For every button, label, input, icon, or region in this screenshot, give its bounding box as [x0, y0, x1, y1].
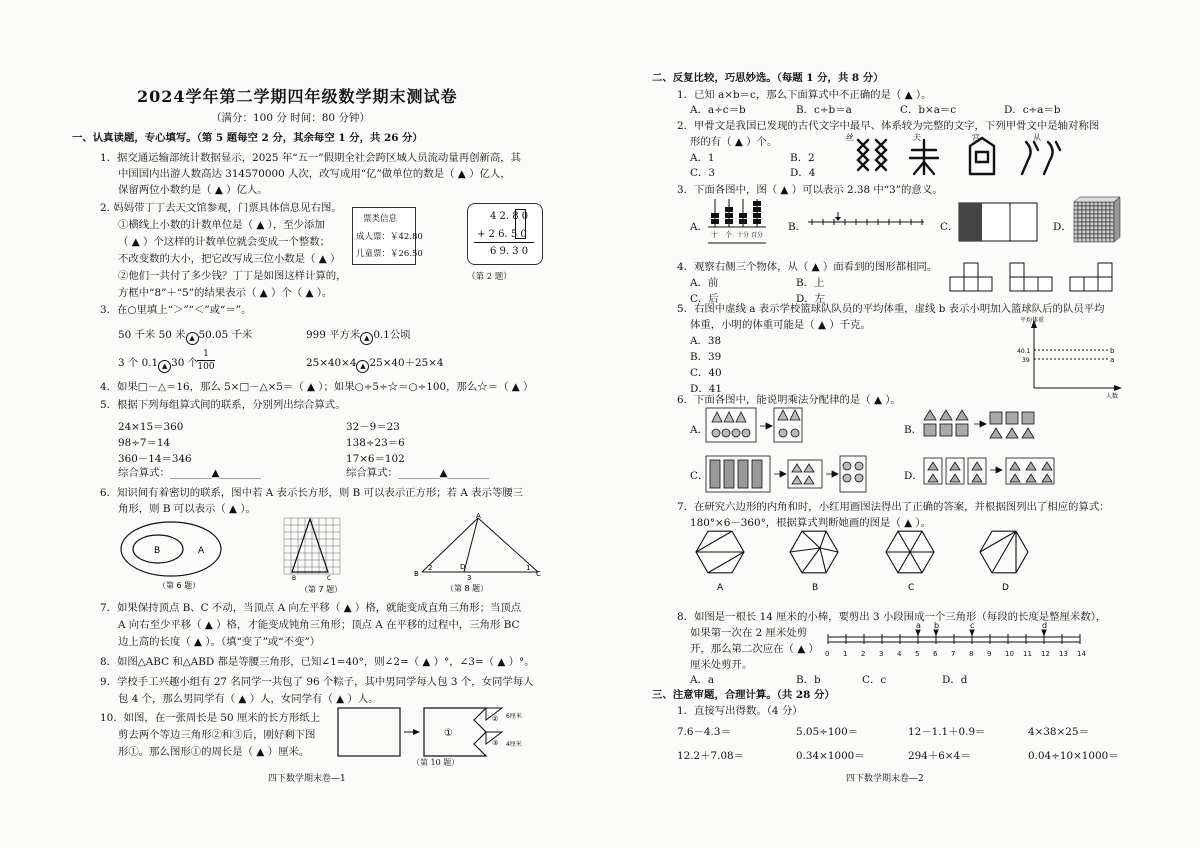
calc-item: 7.6－4.3＝: [677, 726, 731, 738]
figure-8-caption: （第 8 题）: [446, 584, 489, 593]
exam-title: 2024学年第二学期四年级数学期末测试卷: [137, 87, 458, 106]
calc-item: 12.2＋7.08＝: [677, 750, 745, 762]
p2-q2-opt-d: D．4: [790, 167, 816, 179]
q2-line-6: 方框中“8”＋“5”的结果表示（ ▲ ）个（ ▲ ）。: [118, 287, 333, 299]
svg-text:百分: 百分: [751, 232, 764, 239]
p2-q1-opt-c: C．b×a＝c: [900, 104, 957, 116]
p2-q8-line-1: 8．如图是一根长 14 厘米的小棒，要剪出 3 小段围成一个三角形（每段的长度是整厘米数），: [677, 611, 1107, 623]
ruler-tick-label: 3: [879, 650, 884, 658]
ruler-tick-label: 1: [843, 650, 848, 658]
svg-text:平均体重: 平均体重: [1020, 317, 1045, 324]
p2-q6-prompt: 6．下面各图中，能说明乘法分配律的是（ ▲ ）。: [677, 394, 901, 406]
q5-right-2: 138÷23＝6: [346, 437, 405, 449]
ruler-tick-label: 0: [825, 650, 830, 658]
p2-q4-opt-a: A．前: [690, 277, 719, 289]
ruler-tick-label: 9: [987, 650, 992, 658]
addend-1: 4 2. 8 0: [490, 211, 529, 222]
p2-q2-opt-a: A．1: [690, 152, 715, 164]
oracle-label-2: 夫: [913, 133, 921, 142]
p2-q1-opt-a: A．a÷c＝b: [690, 104, 746, 116]
svg-text:十: 十: [711, 231, 718, 239]
q2-figure-caption: （第 2 题）: [467, 272, 512, 282]
ticket-header: 票类信息: [363, 214, 398, 224]
q5-right-3: 17×6＝102: [346, 453, 405, 465]
ruler-mark-label: d: [1042, 621, 1048, 630]
p2-q7-line-2: 180°×6－360°，根据算式判断她画的图是（ ▲ ）。: [690, 517, 932, 529]
p2-q5-opt-a: A．38: [690, 335, 722, 347]
section-3-heading: 三、注意审题，合理计算。（共 28 分）: [652, 689, 835, 701]
ruler-tick-label: 11: [1023, 650, 1032, 658]
p2-q8-line-4: 厘米处剪开。: [690, 659, 753, 671]
section-1-heading: 一、认真读题，专心填写。（第 5 题每空 2 分，其余每空 1 分，共 26 分）: [72, 132, 423, 144]
p2-q4-opt-b: B．上: [796, 277, 825, 289]
cube-objects-figure: [948, 257, 1128, 297]
vertex-b: B: [292, 575, 297, 582]
sum-line: [474, 242, 534, 243]
p2-q6-opt-b: B．: [904, 424, 923, 436]
svg-text:b: b: [1110, 347, 1115, 355]
p2-q8-opt-c: C．c: [862, 674, 887, 686]
q10-line-2: 剪去两个等边三角形②和③后，刚好剩下图: [118, 729, 316, 741]
calc-item: 0.34×1000＝: [796, 750, 865, 762]
p2-q8-line-2: 如果第一次在 2 厘米处剪: [690, 627, 808, 639]
p2-q2-opt-b: B．2: [790, 152, 815, 164]
ruler-mark-label: b: [934, 621, 940, 630]
oracle-label-1: 丝: [846, 133, 854, 142]
p2-q3-opt-d: D．: [1053, 221, 1072, 233]
cube-grid-figure: [1070, 196, 1120, 244]
p2-q4-prompt: 4．观察右侧三个物体，从（ ▲ ）面看到的图形都相同。: [677, 261, 938, 273]
q1-line-3: 保留两位小数约是（ ▲ ）亿人。: [118, 184, 268, 196]
figure-7-grid-triangle: [282, 516, 362, 596]
point-d: D: [460, 563, 466, 571]
vertex-c: C: [327, 575, 332, 582]
q5-left-1: 24×15＝360: [118, 421, 184, 433]
svg-text:6厘米: 6厘米: [506, 713, 522, 720]
q3-prompt: 3．在○里填上“＞”“＜”或“＝”。: [100, 304, 252, 316]
q8-prompt: 8．如图△ABC 和△ABD 都是等腰三角形，已知∠1=40°，则∠2=（ ▲ ）°，∠3=（ ▲ ）°。: [100, 656, 535, 668]
q4-prompt: 4．如果□－△＝16，那么 5×□－△×5＝（ ▲ ）；如果○÷5÷☆＝○÷100，那么☆＝（ ▲ ）: [100, 381, 534, 393]
page-1-footer: 四下数学期末卷—1: [268, 774, 346, 784]
p2-q6-opt-d: D．: [904, 470, 923, 482]
svg-text:十分: 十分: [737, 232, 750, 239]
q5-right-1: 32－9＝23: [346, 421, 400, 433]
p2-q5-line-1: 5．右图中虚线 a 表示学校篮球队队员的平均体重，虚线 b 表示小明加入篮球队后的队员平均: [677, 303, 1105, 315]
figure-7-caption: （第 7 题）: [300, 585, 343, 594]
p2-q7-line-1: 7．在研究六边形的内角和时，小红用画图法得出了正确的答案，并根据图列出了相应的算式：: [677, 501, 1110, 513]
point-b: B: [414, 570, 419, 578]
svg-text:人数: 人数: [1106, 393, 1119, 400]
ruler-mark-label: a: [916, 621, 921, 630]
q3-item-4: 25×40×4 ▲ 25×40＋25×4: [306, 356, 444, 373]
ruler-tick-label: 14: [1077, 650, 1086, 658]
calc-item: 294＋6×4＝: [908, 750, 971, 762]
exam-page-2: [600, 0, 1200, 848]
p2-q2-line-1: 2．甲骨文是我国已发现的古代文字中最早、体系较为完整的文字，下列甲骨文中是轴对称图: [677, 120, 1100, 132]
hexagon-options-figure: [690, 528, 1070, 594]
oracle-label-3: 宫: [972, 133, 980, 142]
q7-line-1: 7．如果保持顶点 B、C 不动，当顶点 A 向左平移（ ▲ ）格，就能变成直角三角形；当顶点: [100, 602, 522, 614]
q6-option-a-c-figures: [706, 406, 866, 492]
p2-q4-opt-d: D．左: [796, 293, 826, 305]
svg-text:②: ②: [492, 715, 499, 723]
svg-text:①: ①: [444, 728, 453, 739]
q3-item-3: 3 个 0.1 ▲ 30 个: [118, 356, 198, 373]
p2-q3-opt-a: A．: [690, 221, 708, 233]
ruler-tick-label: 4: [897, 650, 902, 658]
q9-line-2: 包 4 个，那么男同学有（ ▲ ）人，女同学有（ ▲ ）人。: [118, 693, 379, 705]
q5-left-answer: 综合算式：________▲________: [118, 467, 262, 479]
q3-fraction: 1 100: [197, 349, 215, 372]
vertical-addition-box: [467, 203, 543, 265]
p2-q5-opt-d: D．41: [690, 383, 722, 395]
svg-text:2: 2: [428, 564, 433, 572]
adult-ticket-price: 成人票：￥42.80: [356, 232, 423, 242]
oracle-bone-glyphs: [852, 136, 1072, 178]
oracle-label-4: 从: [1033, 133, 1041, 142]
p2-q3-opt-b: B．: [788, 221, 807, 233]
p2-q5-opt-c: C．40: [690, 367, 722, 379]
ruler-tick-label: 5: [915, 650, 920, 658]
ruler-tick-label: 6: [933, 650, 938, 658]
point-a: A: [476, 512, 481, 520]
exam-subtitle: （满分：100 分 时间：80 分钟）: [211, 112, 370, 124]
shaded-bar-figure: [958, 202, 1038, 242]
calc-item: 0.04÷10×1000＝: [1028, 750, 1119, 762]
stick-ruler-figure: [822, 620, 1098, 660]
svg-text:40.1: 40.1: [1017, 348, 1031, 355]
svg-text:1: 1: [526, 564, 531, 572]
number-line-figure: [806, 212, 926, 228]
addend-2: + 2 6. 5 0: [477, 229, 527, 240]
p3-c1-prompt: 1．直接写出得数。（4 分）: [677, 705, 803, 717]
figure-8-triangles: [412, 514, 542, 594]
figure-6-caption: （第 6 题）: [158, 581, 201, 590]
q6-line-2: 角形，则 B 可以表示（ ▲ ）。: [118, 503, 256, 515]
ruler-tick-label: 2: [861, 650, 866, 658]
p2-q6-opt-a: A．: [690, 424, 708, 436]
ruler-mark-label: c: [970, 621, 975, 630]
q5-right-answer: 综合算式：________▲________: [346, 467, 490, 479]
average-weight-graph: [1014, 316, 1124, 400]
child-ticket-price: 儿童票：￥26.50: [356, 249, 423, 259]
svg-text:D: D: [1002, 583, 1009, 593]
q5-left-2: 98÷7＝14: [118, 437, 171, 449]
q10-line-3: 形①。那么图形①的周长是（ ▲ ）厘米。: [118, 746, 310, 758]
figure-10-caption: （第 10 题）: [412, 758, 460, 767]
calc-item: 5.05÷100＝: [796, 726, 859, 738]
p2-q1-opt-b: B．c÷b＝a: [796, 104, 852, 116]
point-c: C: [536, 570, 541, 578]
q10-line-1: 10．如图，在一张周长是 50 厘米的长方形纸上: [100, 712, 321, 724]
calc-item: 12－1.1＋0.9＝: [908, 726, 986, 738]
p2-q3-prompt: 3．下面各图中，图（ ▲ ）可以表示 2.38 中“3”的意义。: [677, 184, 943, 196]
q3-item-2: 999 平方米 ▲ 0.1公顷: [306, 328, 411, 345]
q2-line-5: ②他们一共付了多少钱？丁丁是如图这样计算的，: [118, 270, 347, 282]
set-a-label: A: [198, 546, 205, 556]
ruler-tick-label: 7: [951, 650, 956, 658]
q2-line-2: ①横线上小数的计数单位是（ ▲ ），至少添加: [118, 219, 325, 231]
abacus-figure: [706, 195, 768, 245]
q7-line-3: 边上高的长度（ ▲ ）。（填“变了”或“不变”）: [118, 636, 321, 648]
svg-text:3: 3: [467, 574, 472, 582]
p2-q3-opt-c: C．: [940, 221, 959, 233]
p2-q2-opt-c: C．3: [690, 167, 715, 179]
q2-line-4: 不改变数的大小，把它改写成三位小数是（ ▲ ）: [118, 253, 341, 265]
svg-text:③: ③: [492, 739, 499, 747]
q6-option-b-d-figures: [922, 406, 1132, 492]
p2-q4-opt-c: C．后: [690, 293, 719, 305]
figure-6-nested-sets: [118, 522, 248, 592]
p2-q8-opt-b: B．b: [796, 674, 821, 686]
svg-text:B: B: [812, 583, 819, 593]
highlight-frame: [515, 209, 526, 239]
p2-q2-line-2: 形的有（ ▲ ）个。: [690, 136, 778, 148]
p2-q6-opt-c: C．: [690, 470, 709, 482]
ruler-tick-label: 10: [1005, 650, 1014, 658]
svg-text:a: a: [1110, 356, 1115, 364]
q1-line-2: 中国国内出游人数高达 314570000 人次，改写成用“亿”做单位的数是（ ▲ ）亿人，: [118, 168, 511, 180]
q2-line-3: （ ▲ ）个这样的计数单位就会变成一个整数；: [118, 236, 331, 248]
q1-line-1: 1．据交通运输部统计数据显示，2025 年“五一”假期全社会跨区域人员流动量再创新高，其: [100, 152, 522, 164]
q3-item-1: 50 千米 50 米 ▲ 50.05 千米: [118, 328, 252, 345]
svg-text:C: C: [908, 583, 915, 593]
q7-line-2: A 向右至少平移（ ▲ ）格，才能变成钝角三角形；顶点 A 在平移的过程中，三角形 BC: [118, 619, 520, 631]
section-2-heading: 二、反复比较，巧思妙选。（每题 1 分，共 8 分）: [652, 72, 884, 84]
ticket-info-box: [352, 207, 423, 265]
q5-prompt: 5．根据下列每组算式间的联系，分别列出综合算式。: [100, 399, 346, 411]
calc-item: 4×38×25＝: [1028, 726, 1089, 738]
ruler-tick-label: 12: [1041, 650, 1050, 658]
q5-left-3: 360－14＝346: [118, 453, 192, 465]
p2-q1-prompt: 1．已知 a×b＝c，那么下面算式中不正确的是（ ▲ ）。: [677, 89, 932, 101]
svg-text:个: 个: [725, 231, 732, 239]
ruler-tick-label: 8: [969, 650, 974, 658]
p2-q5-line-2: 体重，小明的体重可能是（ ▲ ）千克。: [690, 319, 871, 331]
p2-q5-opt-b: B．39: [690, 351, 722, 363]
page-2-footer: 四下数学期末卷—2: [846, 774, 924, 784]
q6-line-1: 6．知识间有着密切的联系，图中若 A 表示长方形，则 B 可以表示正方形；若 A 表示等腰三: [100, 487, 524, 499]
svg-text:39: 39: [1022, 357, 1030, 364]
q2-line-1: 2. 妈妈带丁丁去天文馆参观，门票具体信息见右图。: [100, 202, 342, 214]
svg-text:A: A: [717, 583, 724, 593]
p2-q8-line-3: 开，那么第二次应在（ ▲ ）: [690, 643, 819, 655]
ruler-tick-label: 13: [1059, 650, 1068, 658]
q9-line-1: 9．学校手工兴趣小组有 27 名同学一共包了 96 个粽子，其中男同学每人包 3 个，女同学每人: [100, 676, 534, 688]
svg-text:4厘米: 4厘米: [506, 741, 522, 748]
sum: 6 9. 3 0: [490, 246, 529, 257]
p2-q8-opt-d: D．d: [942, 674, 968, 686]
p2-q1-opt-d: D．c÷a＝b: [1004, 104, 1061, 116]
p2-q8-opt-a: A．a: [690, 674, 715, 686]
set-b-label: B: [154, 546, 161, 556]
